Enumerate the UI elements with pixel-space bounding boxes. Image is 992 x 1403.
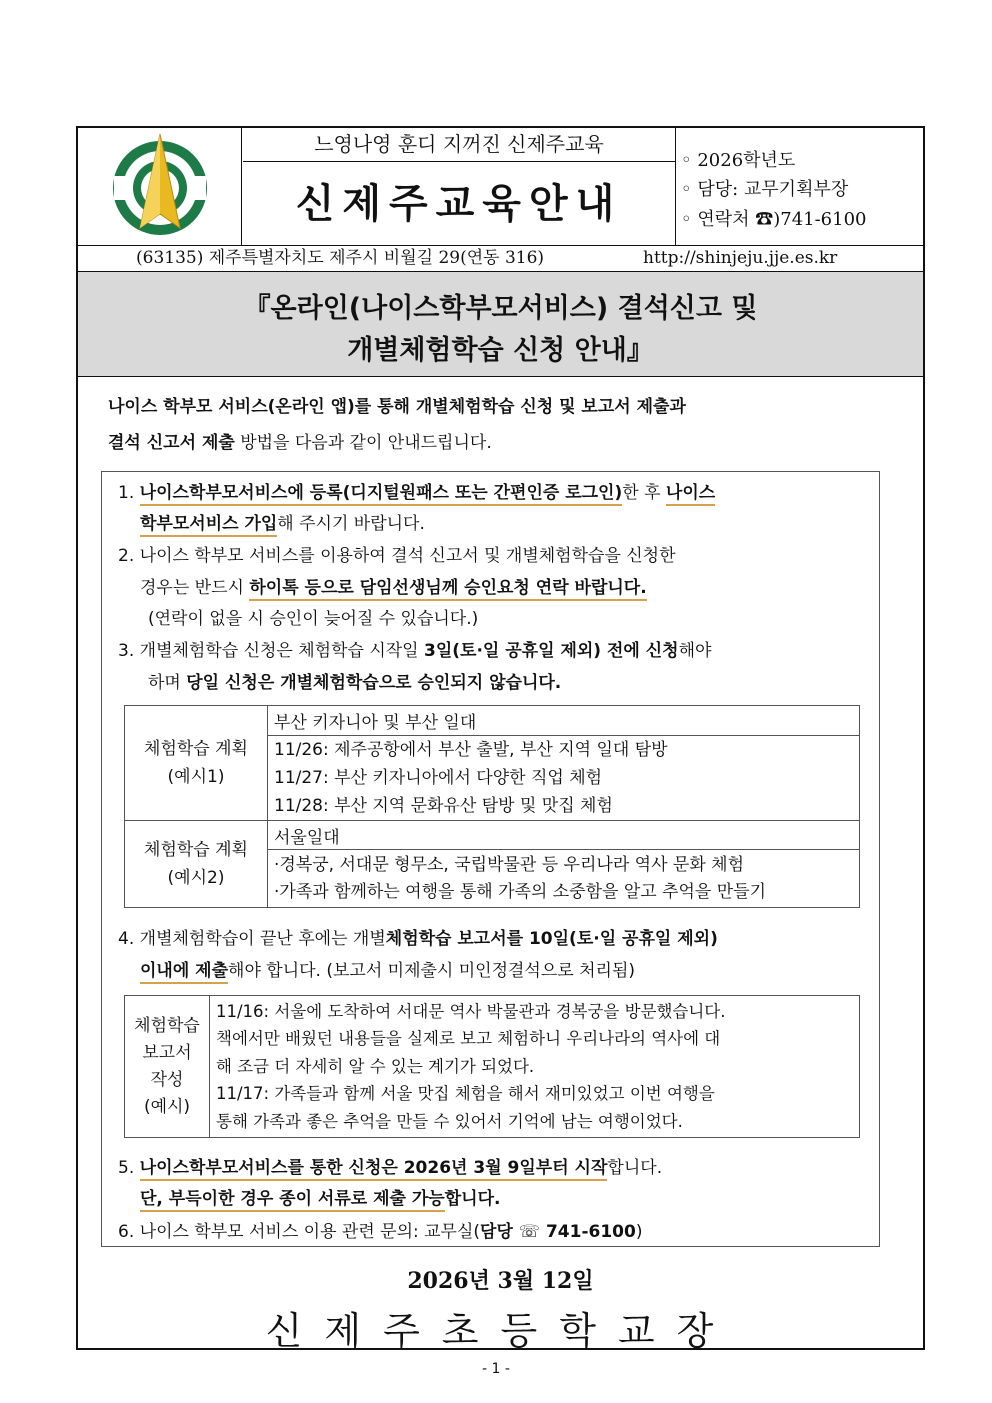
intro-line-1: [108, 392, 686, 417]
item-3-text-3: 하며: [148, 673, 187, 693]
item-1-highlight-2: 나이스: [666, 483, 715, 506]
item-4-highlight: 이내에 제출: [140, 961, 228, 984]
item-2-line-2: [140, 573, 647, 598]
item-2-highlight: 하이톡 등으로 담임선생님께 승인요청 연락 바랍니다.: [249, 578, 646, 601]
item-5-line-2: [140, 1184, 500, 1209]
item-6-line: [118, 1217, 642, 1242]
issue-date: 2026년 3월 12일: [407, 1268, 594, 1294]
item-number: 2.: [118, 546, 135, 566]
item-3-line-2: [148, 668, 561, 693]
example2-label-line-2: (예시2): [167, 868, 225, 888]
item-number: 6.: [118, 1222, 135, 1242]
item-6-contact: 담당 ☏ 741-6100: [480, 1222, 636, 1242]
report-body: [210, 996, 860, 1138]
guide-box: [101, 471, 880, 1247]
report-line: 11/17: 가족들과 함께 서울 맛집 체험을 해서 재미있었고 이번 여행을: [216, 1084, 715, 1104]
info-contact: ◦ 연락처 ☎)741-6100: [681, 209, 867, 230]
example1-row: 11/27: 부산 키자니아에서 다양한 직업 체험: [274, 768, 603, 788]
example1-label-line-2: (예시1): [167, 767, 225, 787]
example1-head: 부산 키자니아 및 부산 일대: [268, 706, 860, 736]
item-5-line-1: [118, 1153, 662, 1178]
item-3-line-1: [118, 636, 711, 661]
example1-label-line-1: 체험학습 계획: [144, 739, 248, 759]
intro-bold-2: 결석 신고서 제출: [108, 433, 235, 453]
school-motto: 느영나영 훈디 지꺼진 신제주교육: [243, 128, 675, 162]
item-4-text: 개별체험학습이 끝난 후에는 개별: [139, 929, 386, 949]
item-3-bold: 3일(토·일 공휴일 제외) 전에 신청: [424, 641, 679, 661]
example2-row: ·가족과 함께하는 여행을 통해 가족의 소중함을 알고 추억을 만들기: [274, 881, 767, 902]
item-2-text-2: 경우는 반드시: [140, 578, 250, 598]
item-4-line-2: [140, 956, 635, 981]
report-line: 해 조금 더 자세히 알 수 있는 계기가 되었다.: [216, 1056, 535, 1076]
item-number: 3.: [118, 641, 135, 661]
item-1-highlight: 나이스학부모서비스에 등록(디지털원패스 또는 간편인증 로그인): [140, 483, 623, 506]
report-label-line: 체험학습: [134, 1015, 200, 1036]
address-bar: [78, 245, 923, 272]
letterhead: [78, 128, 923, 246]
report-label-line: 작성: [150, 1069, 184, 1090]
example1-label: [125, 706, 268, 821]
intro-line-2: [108, 428, 492, 453]
banner-line-2: 개별체험학습 신청 안내』: [347, 335, 654, 366]
document-frame: [76, 126, 925, 1353]
example2-head: 서울일대: [268, 821, 860, 850]
item-1-text-2: 해 주시기 바랍니다.: [277, 514, 425, 534]
info-cell: [675, 128, 924, 245]
school-logo-cell: [78, 128, 242, 245]
item-number: 5.: [118, 1158, 135, 1178]
report-line: 11/16: 서울에 도착하여 서대문 역사 박물관과 경복궁을 방문했습니다.: [216, 1001, 726, 1021]
item-6-close: ): [635, 1222, 643, 1242]
item-5-highlight: 나이스학부모서비스를 통한 신청은 2026년 3월 9일부터 시작: [140, 1158, 608, 1181]
item-1-highlight-3: 학부모서비스 가입: [140, 514, 277, 537]
item-1-line-2: [140, 509, 425, 534]
info-year: ◦ 2026학년도: [681, 150, 796, 171]
intro-rest: 방법을 다음과 같이 안내드립니다.: [234, 433, 492, 453]
example2-label-line-1: 체험학습 계획: [144, 840, 248, 860]
item-1-text: 한 후: [622, 483, 666, 503]
item-1-line-1: [118, 478, 715, 503]
item-3-bold-2: 당일 신청은 개별체험학습으로 승인되지 않습니다.: [186, 673, 562, 693]
example2-label: [125, 821, 268, 908]
item-5-bold: 합니다.: [444, 1189, 501, 1209]
school-address: (63135) 제주특별자치도 제주시 비월길 29(연동 316): [136, 248, 545, 268]
notice-banner: [78, 272, 923, 377]
item-5-highlight-2: 단, 부득이한 경우 종이 서류로 제출 가능: [140, 1189, 445, 1212]
example-plan-table: [124, 705, 860, 908]
report-line: 책에서만 배웠던 내용들을 실제로 보고 체험하니 우리나라의 역사에 대: [216, 1029, 721, 1049]
item-4-bold: 체험학습 보고서를 10일(토·일 공휴일 제외): [385, 929, 718, 949]
report-label-line: (예시): [143, 1096, 191, 1117]
example-report-table: [124, 995, 860, 1138]
principal-signature: 신제주초등학교장: [265, 1309, 736, 1353]
banner-line-1: 『온라인(나이스학부모서비스) 결석신고 및: [243, 293, 758, 324]
item-2-line-1: [118, 541, 676, 566]
example1-row: 11/28: 부산 지역 문화유산 탐방 및 맛집 체험: [274, 796, 613, 816]
item-3-text: 개별체험학습 신청은 체험학습 시작일: [139, 641, 425, 661]
item-4-line-1: [118, 924, 718, 949]
report-label: [125, 996, 210, 1138]
example1-row: 11/26: 제주공항에서 부산 출발, 부산 지역 일대 탐방: [274, 740, 668, 760]
item-5-text: 합니다.: [607, 1158, 663, 1178]
intro-bold-1: 나이스 학부모 서비스(온라인 앱)를 통해 개별체험학습 신청 및 보고서 제출과: [108, 397, 686, 417]
report-line: 통해 가족과 좋은 추억을 만들 수 있어서 기억에 남는 여행이었다.: [216, 1111, 683, 1131]
page-number: - 1 -: [482, 1361, 510, 1377]
item-2-line-3: (연락이 없을 시 승인이 늦어질 수 있습니다.): [148, 609, 479, 629]
example2-body: [268, 850, 860, 908]
info-manager: ◦ 담당: 교무기획부장: [681, 179, 849, 200]
item-number: 1.: [118, 483, 135, 503]
example2-row: ·경복궁, 서대문 형무소, 국립박물관 등 우리나라 역사 문화 체험: [274, 854, 744, 875]
example1-body: [268, 736, 860, 821]
item-6-text: 나이스 학부모 서비스 이용 관련 문의: 교무실(: [139, 1222, 481, 1242]
school-url-link[interactable]: http://shinjeju.jje.es.kr: [643, 248, 838, 268]
item-2-text: 나이스 학부모 서비스를 이용하여 결석 신고서 및 개별체험학습을 신청한: [139, 546, 676, 566]
item-3-text-2: 해야: [678, 641, 712, 661]
report-label-line: 보고서: [142, 1042, 192, 1063]
item-number: 4.: [118, 929, 135, 949]
item-4-text-2: 해야 합니다. (보고서 미제출시 미인정결석으로 처리됨): [228, 961, 636, 981]
newsletter-title: 신제주교육안내: [295, 180, 623, 227]
school-logo-icon: [78, 128, 241, 245]
